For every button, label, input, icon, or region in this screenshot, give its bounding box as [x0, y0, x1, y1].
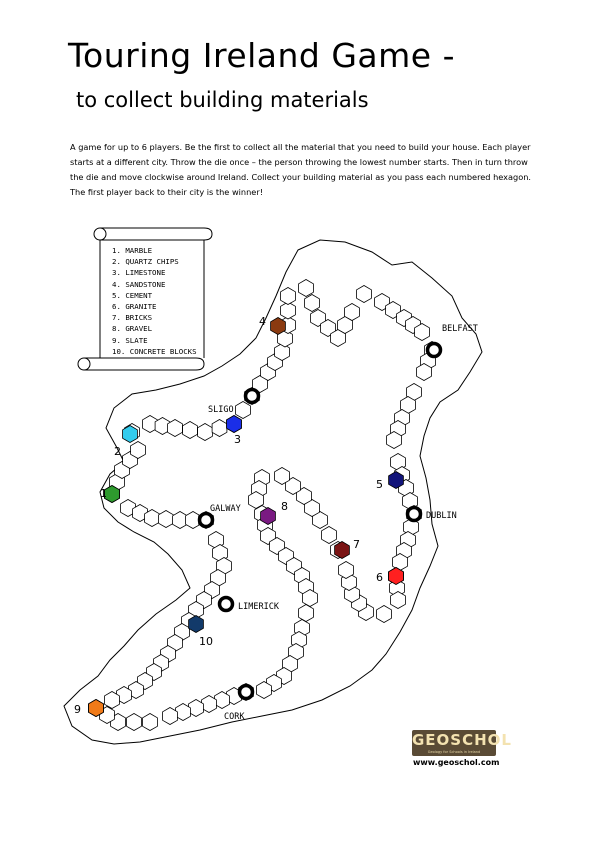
- page-subtitle: to collect building materials: [76, 88, 369, 112]
- material-hex-2: [123, 426, 138, 443]
- board-hex: [127, 714, 142, 731]
- material-hex-number: 4: [259, 315, 266, 328]
- board-hex: [417, 364, 432, 381]
- board-hex: [198, 424, 213, 441]
- material-hex-number: 6: [376, 571, 383, 584]
- game-instructions: A game for up to 6 players. Be the first to collect all the material that you need to build your house. Each player starts at a different city. Throw the die once – the person throwing the lowest number starts. Then in turn throw the die and move clockwise around Ireland. Collect your building material as you pass each numbered hexagon. The first player back to their city is the winner!: [70, 142, 532, 197]
- board-hex: [173, 512, 188, 529]
- material-hex-number: 8: [281, 500, 288, 513]
- material-hex-number: 10: [199, 635, 213, 648]
- board-hex: [236, 402, 251, 419]
- board-hex: [322, 527, 337, 544]
- board-hex: [202, 696, 217, 713]
- geoschol-logo: [412, 730, 512, 756]
- board-hex: [215, 692, 230, 709]
- logo-text: GEOSCHOL: [412, 731, 512, 749]
- board-hex: [387, 432, 402, 449]
- material-hex-5: [389, 472, 404, 489]
- board-hex: [345, 304, 360, 321]
- page-title: Touring Ireland Game -: [68, 36, 456, 75]
- board-hex: [377, 606, 392, 623]
- board-hex: [339, 562, 354, 579]
- city-label-sligo: SLIGO: [208, 405, 234, 415]
- board-hex: [176, 704, 191, 721]
- board-hex: [391, 592, 406, 609]
- material-item: 3. LIMESTONE: [112, 268, 166, 278]
- material-item: 7. BRICKS: [112, 313, 153, 323]
- materials-list: [112, 245, 197, 357]
- material-hex-number: 2: [114, 445, 121, 458]
- material-hex-8: [261, 508, 276, 525]
- city-marker-dublin: [408, 508, 421, 521]
- material-item: 5. CEMENT: [112, 290, 153, 300]
- board-hex: [415, 324, 430, 341]
- city-label-cork: CORK: [224, 712, 245, 722]
- board-hex: [305, 295, 320, 312]
- material-hex-10: [189, 616, 204, 633]
- board-hex: [303, 590, 318, 607]
- city-label-galway: GALWAY: [210, 504, 241, 514]
- material-hex-3: [227, 416, 242, 433]
- city-label-dublin: DUBLIN: [426, 511, 457, 521]
- material-item: 10. CONCRETE BLOCKS: [112, 346, 197, 356]
- board-hex: [212, 420, 227, 437]
- city-marker-belfast: [428, 344, 441, 357]
- board-hex: [163, 708, 178, 725]
- board-hex: [183, 422, 198, 439]
- board-hex: [257, 682, 272, 699]
- board-hex: [131, 442, 146, 459]
- city-marker-limerick: [220, 598, 233, 611]
- board-hex: [281, 288, 296, 305]
- material-item: 6. GRANITE: [112, 302, 157, 312]
- city-marker-galway: [200, 514, 213, 527]
- board-hex: [357, 286, 372, 303]
- website-url: www.geoschol.com: [413, 758, 500, 767]
- board-hex: [189, 700, 204, 717]
- material-hex-9: [89, 700, 104, 717]
- board-hex: [275, 468, 290, 485]
- material-hex-number: 1: [100, 487, 107, 500]
- board-hex: [299, 280, 314, 297]
- board-hex: [143, 714, 158, 731]
- material-hex-number: 7: [353, 538, 360, 551]
- city-label-limerick: LIMERICK: [238, 602, 279, 612]
- logo-tagline: Geology for Schools in Ireland: [427, 750, 481, 754]
- material-hex-number: 5: [376, 478, 383, 491]
- material-item: 1. MARBLE: [112, 246, 153, 255]
- board-hex: [159, 511, 174, 528]
- material-item: 9. SLATE: [112, 335, 148, 345]
- material-hex-7: [335, 542, 350, 559]
- city-marker-cork: [240, 686, 253, 699]
- city-label-belfast: BELFAST: [442, 324, 478, 334]
- board-hex: [168, 420, 183, 437]
- material-item: 2. QUARTZ CHIPS: [112, 257, 179, 267]
- city-marker-sligo: [246, 390, 259, 403]
- material-hex-6: [389, 568, 404, 585]
- material-hex-number: 3: [234, 433, 241, 446]
- board-hex: [105, 692, 120, 709]
- material-hex-number: 9: [74, 703, 81, 716]
- material-item: 4. SANDSTONE: [112, 279, 166, 289]
- board-hex: [299, 605, 314, 622]
- board-hex: [145, 510, 160, 527]
- material-item: 8. GRAVEL: [112, 324, 153, 334]
- material-hex-4: [271, 318, 286, 335]
